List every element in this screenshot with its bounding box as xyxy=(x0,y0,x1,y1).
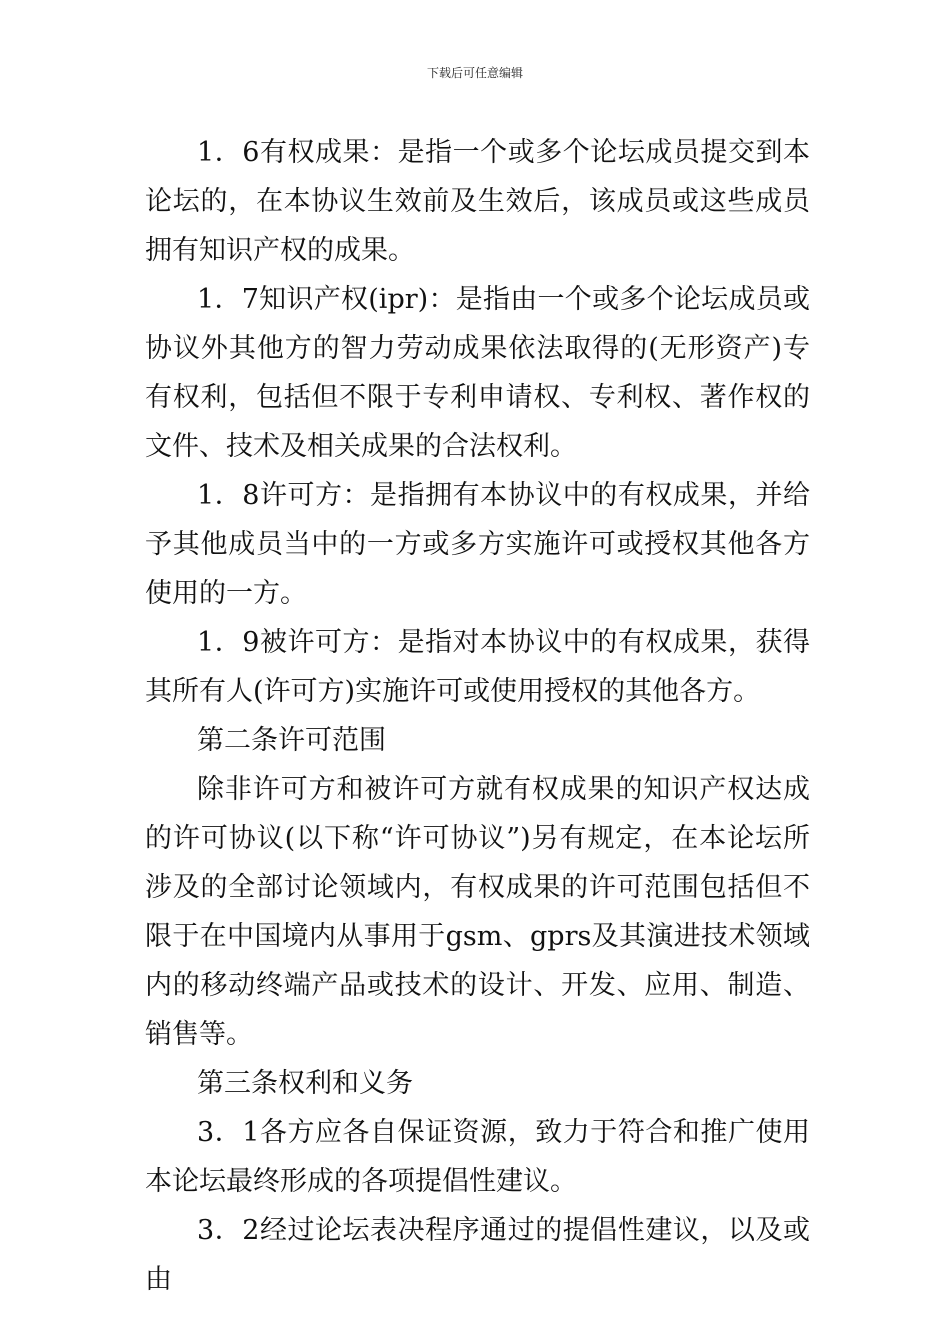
article-3-heading: 第三条权利和义务 xyxy=(197,1068,413,1099)
clause-3-1: 3．1各方应各自保证资源，致力于符合和推广使用本论坛最终形成的各项提倡性建议。 xyxy=(145,1117,810,1197)
clause-1-8: 1．8许可方：是指拥有本协议中的有权成果，并给予其他成员当中的一方或多方实施许可或授权其他各方使用的一方。 xyxy=(145,480,810,609)
article-2-heading: 第二条许可范围 xyxy=(197,725,386,756)
clause-1-7: 1．7知识产权(ipr)：是指由一个或多个论坛成员或协议外其他方的智力劳动成果依法取得的(无形资产)专有权利，包括但不限于专利申请权、专利权、著作权的文件、技术及相关成果的合法权利。 xyxy=(145,284,810,462)
clause-3-2: 3．2经过论坛表决程序通过的提倡性建议，以及或由 xyxy=(145,1215,810,1295)
page-header-note: 下载后可任意编辑 xyxy=(426,66,523,80)
document-body xyxy=(145,128,810,1304)
clause-1-9: 1．9被许可方：是指对本协议中的有权成果，获得其所有人(许可方)实施许可或使用授权的其他各方。 xyxy=(145,627,810,707)
article-2-body: 除非许可方和被许可方就有权成果的知识产权达成的许可协议(以下称“许可协议”)另有规定，在本论坛所涉及的全部讨论领域内，有权成果的许可范围包括但不限于在中国境内从事用于gsm、gprs及其演进技术领域内的移动终端产品或技术的设计、开发、应用、制造、销售等。 xyxy=(145,774,810,1050)
clause-1-6: 1．6有权成果：是指一个或多个论坛成员提交到本论坛的，在本协议生效前及生效后，该成员或这些成员拥有知识产权的成果。 xyxy=(145,137,810,266)
